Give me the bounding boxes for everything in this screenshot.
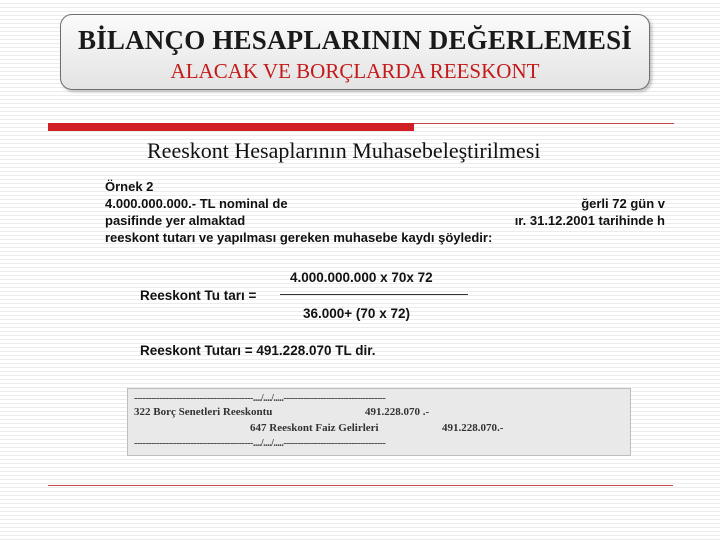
example-line-2 xyxy=(105,212,665,229)
calc-denominator: 36.000+ (70 x 72) xyxy=(303,306,410,321)
title-box xyxy=(60,14,650,90)
journal-date-separator-bottom: ------------------------------------------..../..../.....------------------------------------ xyxy=(134,438,386,449)
calc-result: Reeskont Tutarı = 491.228.070 TL dir. xyxy=(140,343,376,358)
journal-debit-amount: 491.228.070 .- xyxy=(365,406,430,418)
fraction-line xyxy=(280,294,468,295)
example-line-3: reeskont tutarı ve yapılması gereken muhasebe kaydı şöyledir: xyxy=(105,230,493,245)
journal-entry xyxy=(127,388,631,456)
slide-title: BİLANÇO HESAPLARININ DEĞERLEMESİ xyxy=(77,25,632,55)
red-divider-bar xyxy=(48,123,414,131)
slide-subtitle: ALACAK VE BORÇLARDA REESKONT xyxy=(170,59,540,83)
journal-date-separator-top: ------------------------------------------..../..../.....------------------------------------ xyxy=(134,393,386,404)
example-line-1-right: ğerli 72 gün v xyxy=(581,196,665,211)
bottom-divider-line xyxy=(48,485,673,486)
example-heading: Örnek 2 xyxy=(105,179,154,194)
example-line-1-left: 4.000.000.000.- TL nominal de xyxy=(105,196,288,211)
example-line-1 xyxy=(105,195,665,212)
example-line-2-left: pasifinde yer almaktad xyxy=(105,213,246,228)
calc-label: Reeskont Tu tarı = xyxy=(140,288,257,303)
section-heading: Reeskont Hesaplarının Muhasebeleştirilmesi xyxy=(147,138,541,163)
thin-divider-line xyxy=(414,123,674,124)
journal-credit-account: 647 Reeskont Faiz Gelirleri xyxy=(250,422,379,434)
example-line-2-right: ır. 31.12.2001 tarihinde h xyxy=(514,213,665,228)
journal-credit-amount: 491.228.070.- xyxy=(442,422,504,434)
example-text xyxy=(105,178,665,246)
journal-debit-account: 322 Borç Senetleri Reeskontu xyxy=(134,406,273,418)
calc-numerator: 4.000.000.000 x 70x 72 xyxy=(290,270,433,285)
